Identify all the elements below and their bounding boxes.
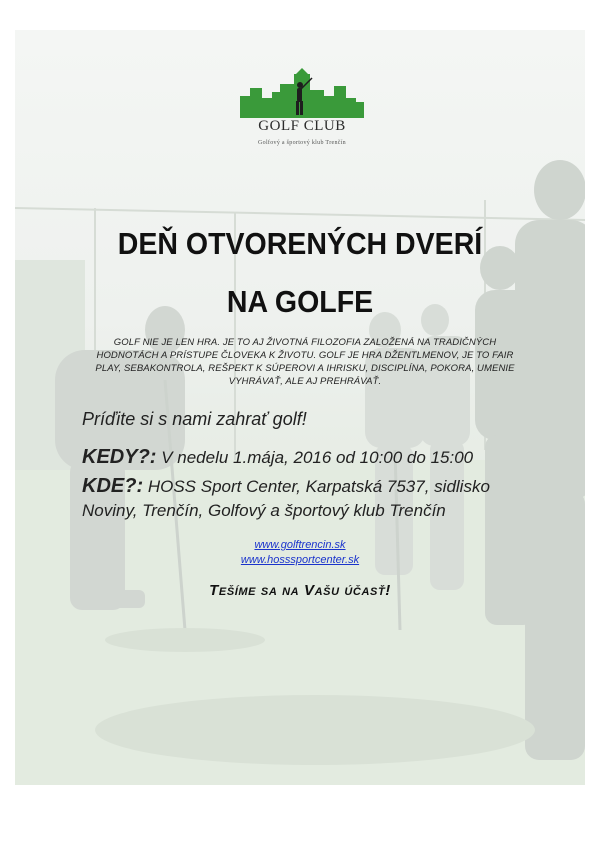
link-golftrencin[interactable]: www.golftrencin.sk xyxy=(254,539,346,551)
headline-line-1: DEŇ OTVORENÝCH DVERÍ xyxy=(117,226,483,261)
link-hosssportcenter[interactable]: www.hosssportcenter.sk xyxy=(240,554,360,566)
event-date xyxy=(82,446,473,469)
when-label: KEDY?: xyxy=(82,446,157,468)
intro-paragraph: GOLF NIE JE LEN HRA. JE TO AJ ŽIVOTNÁ FILOZOFIA ZALOŽENÁ NA TRADIČNÝCH HODNOTÁCH A PRÍSTUPE ČLOVEKA K ŽIVOTU. GOLF JE HRA DŽENTLMENOV, JE TO FAIR PLAY, SEBAKONTROLA, REŠPEKT K SÚPEROVI A IHRISKU, DISCIPLÍNA, POKORA, UMENIE VYHRÁVAŤ, ALE AJ PREHRÁVAŤ. xyxy=(95,337,515,387)
invitation-text: Príďite si s nami zahrať golf! xyxy=(82,409,307,429)
closing-line: Tešíme sa na Vašu účasť! xyxy=(209,582,391,599)
logo-subtitle: Golfový a športový klub Trenčín xyxy=(258,140,346,146)
website-links xyxy=(0,538,600,568)
headline-line-2: NA GOLFE xyxy=(226,284,374,319)
where-label: KDE?: xyxy=(82,475,144,497)
when-text: V nedelu 1.mája, 2016 od 10:00 do 15:00 xyxy=(161,448,474,467)
where-text: HOSS Sport Center, Karpatská 7537, sidlisko Noviny, Trenčín, Golfový a športový klub Trenčín xyxy=(82,477,490,520)
event-location xyxy=(82,474,542,523)
logo-title: GOLF CLUB xyxy=(258,118,346,134)
